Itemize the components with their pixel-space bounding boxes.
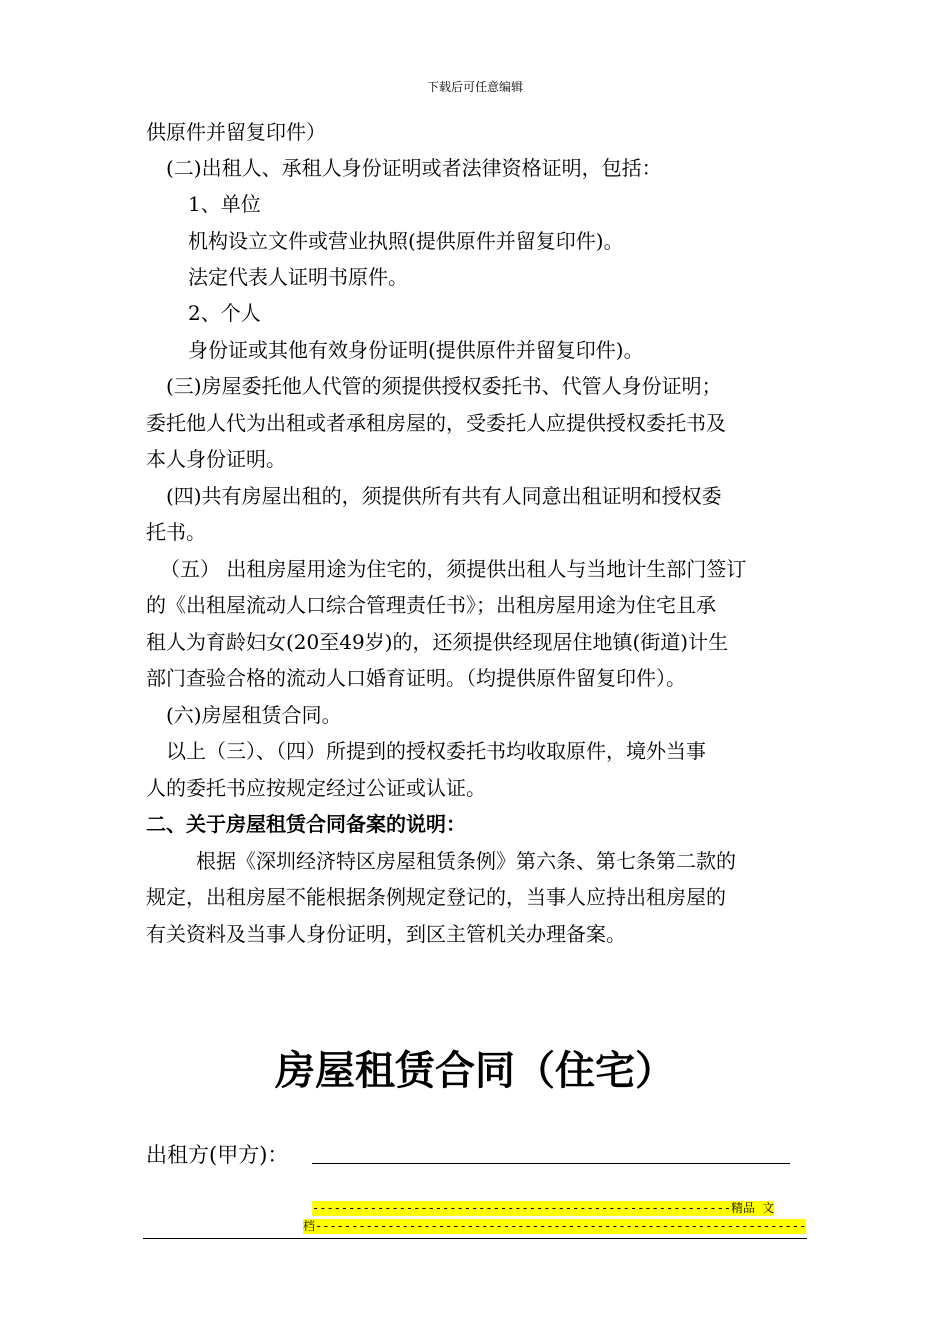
body-line: 法定代表人证明书原件。 [188, 265, 408, 289]
body-line: 托书。 [146, 520, 206, 544]
lessor-blank-line [312, 1163, 790, 1164]
body-line: 供原件并留复印件） [146, 120, 326, 144]
body-line: 的《出租屋流动人口综合管理责任书》；出租房屋用途为住宅且承 [146, 593, 716, 617]
footer-rule [143, 1238, 807, 1239]
body-line: (四)共有房屋出租的，须提供所有共有人同意出租证明和授权委 [166, 484, 722, 508]
body-line: 根据《深圳经济特区房屋租赁条例》第六条、第七条第二款的 [196, 849, 736, 873]
body-line: 规定，出租房屋不能根据条例规定登记的，当事人应持出租房屋的 [146, 885, 726, 909]
body-line: 租人为育龄妇女(20至49岁)的，还须提供经现居住地镇(街道)计生 [146, 630, 729, 654]
body-line: 2、个人 [188, 301, 261, 325]
body-line: 人的委托书应按规定经过公证或认证。 [146, 776, 486, 800]
body-line: 机构设立文件或营业执照(提供原件并留复印件)。 [188, 229, 624, 253]
contract-title: 房屋租赁合同（住宅） [275, 1048, 675, 1094]
footer-watermark-line-2: 档-------------------------------------------------------------------- [303, 1219, 807, 1233]
body-line: 有关资料及当事人身份证明，到区主管机关办理备案。 [146, 922, 626, 946]
body-line: 部门查验合格的流动人口婚育证明。（均提供原件留复印件）。 [146, 666, 686, 690]
body-line: (六)房屋租赁合同。 [166, 703, 342, 727]
body-line: 委托他人代为出租或者承租房屋的，受委托人应提供授权委托书及 [146, 411, 726, 435]
page-header-note: 下载后可任意编辑 [426, 80, 523, 94]
body-line: (三)房屋委托他人代管的须提供授权委托书、代管人身份证明； [166, 374, 722, 398]
body-line: 1、单位 [188, 192, 261, 216]
body-line: （五） 出租房屋用途为住宅的，须提供出租人与当地计生部门签订 [160, 557, 747, 581]
body-line: 本人身份证明。 [146, 447, 286, 471]
lessor-label: 出租方(甲方)： [146, 1143, 289, 1167]
footer-watermark-line-1: ----------------------------------------------------------精品 文 [312, 1201, 775, 1215]
section-heading: 二、关于房屋租赁合同备案的说明： [146, 812, 466, 836]
body-line: 身份证或其他有效身份证明(提供原件并留复印件)。 [188, 338, 644, 362]
body-line: (二)出租人、承租人身份证明或者法律资格证明，包括： [166, 156, 662, 180]
body-line: 以上（三）、（四）所提到的授权委托书均收取原件，境外当事 [166, 739, 706, 763]
